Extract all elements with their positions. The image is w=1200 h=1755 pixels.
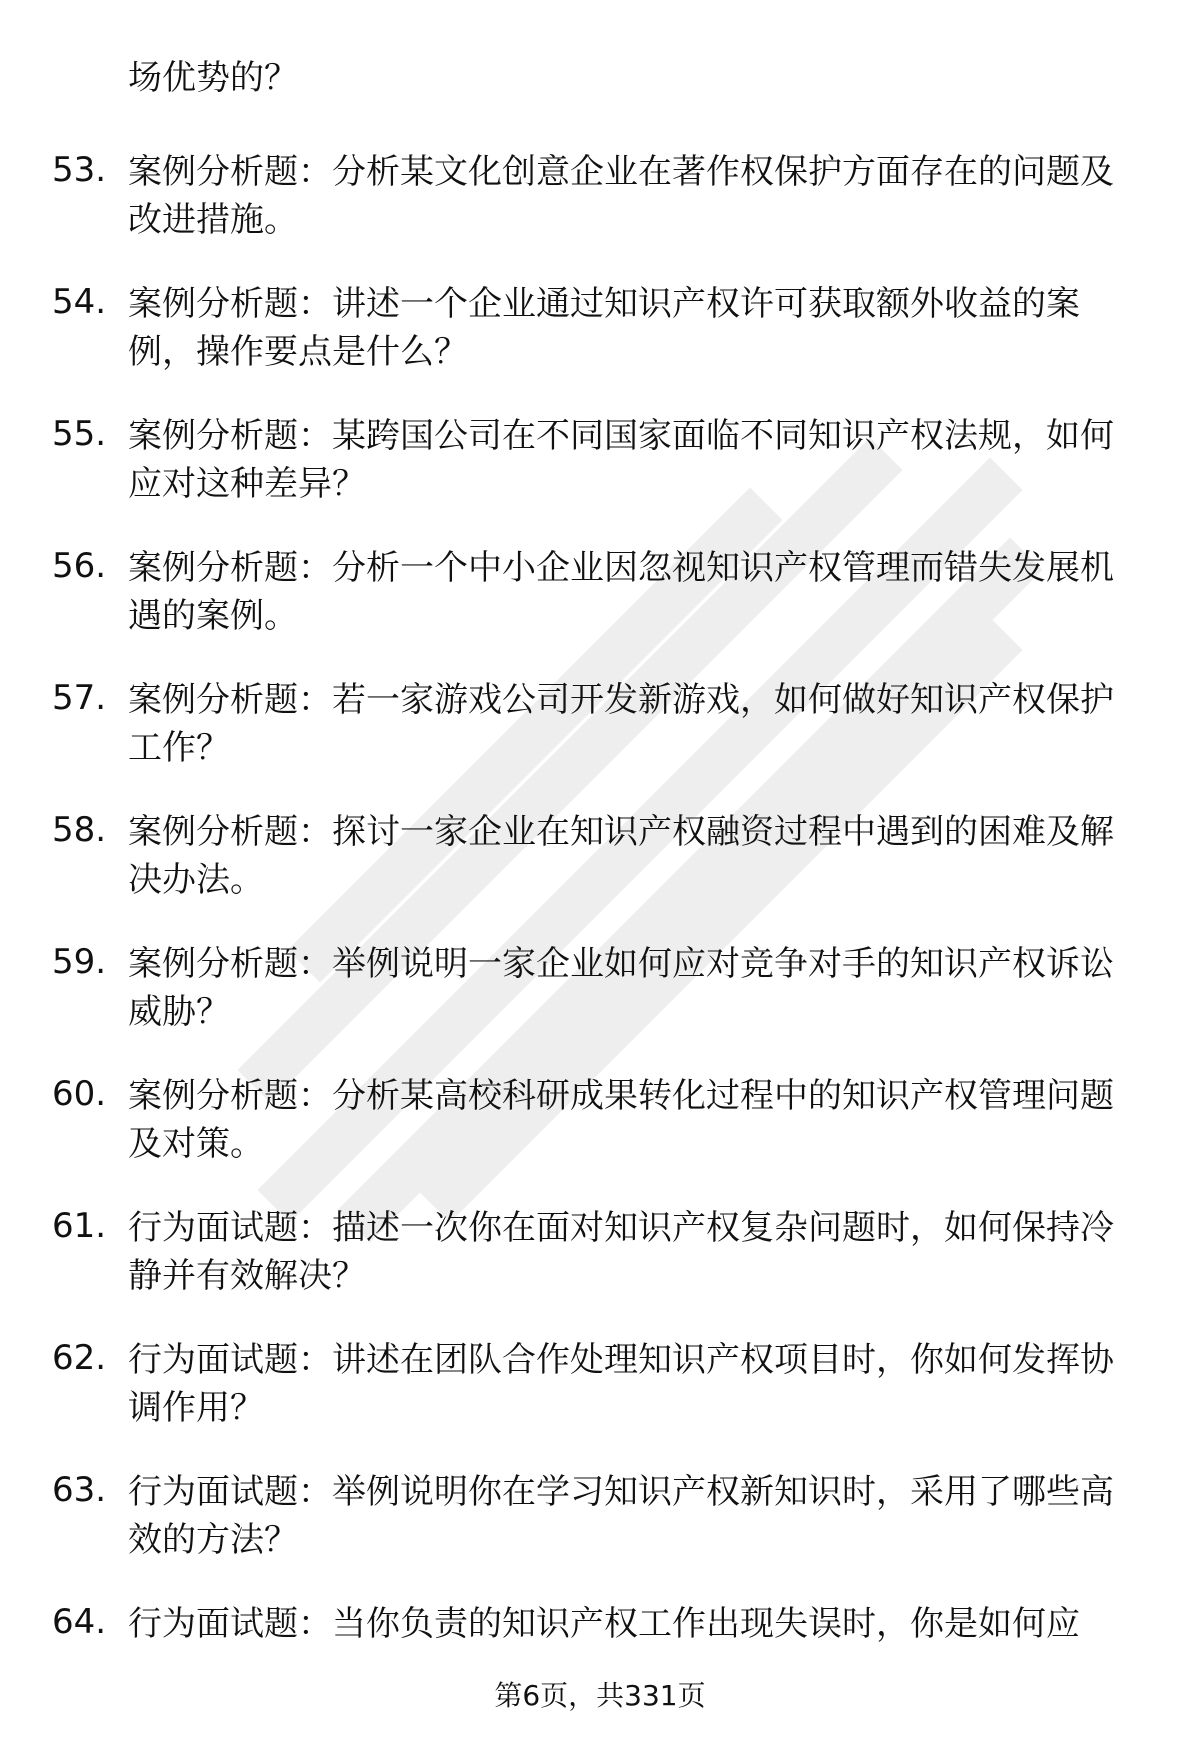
question-text: 案例分析题：分析某文化创意企业在著作权保护方面存在的问题及改进措施。 [128, 152, 1114, 240]
question-text: 案例分析题：分析一个中小企业因忽视知识产权管理而错失发展机遇的案例。 [128, 548, 1114, 636]
question-text: 案例分析题：分析某高校科研成果转化过程中的知识产权管理问题及对策。 [128, 1076, 1114, 1164]
question-text: 案例分析题：若一家游戏公司开发新游戏，如何做好知识产权保护工作？ [128, 680, 1114, 768]
question-number: 54. [52, 282, 107, 322]
question-item [0, 1064, 1200, 1196]
question-text: 案例分析题：某跨国公司在不同国家面临不同知识产权法规，如何应对这种差异？ [128, 416, 1114, 504]
question-item [0, 140, 1200, 272]
question-text: 案例分析题：讲述一个企业通过知识产权许可获取额外收益的案例，操作要点是什么？ [128, 284, 1080, 372]
question-text: 行为面试题：描述一次你在面对知识产权复杂问题时，如何保持冷静并有效解决？ [128, 1208, 1114, 1296]
question-number: 64. [52, 1602, 107, 1642]
question-number: 55. [52, 414, 107, 454]
question-text: 案例分析题：探讨一家企业在知识产权融资过程中遇到的困难及解决办法。 [128, 812, 1114, 900]
question-number: 58. [52, 810, 107, 850]
question-number: 56. [52, 546, 107, 586]
question-item [0, 1460, 1200, 1592]
question-number: 57. [52, 678, 107, 718]
question-number: 63. [52, 1470, 107, 1510]
question-text: 行为面试题：举例说明你在学习知识产权新知识时，采用了哪些高效的方法？ [128, 1472, 1114, 1560]
question-item [0, 1196, 1200, 1328]
page-number-footer: 第6页，共331页 [494, 1679, 706, 1712]
question-item [0, 404, 1200, 536]
question-number: 60. [52, 1074, 107, 1114]
question-number: 53. [52, 150, 107, 190]
question-text: 案例分析题：举例说明一家企业如何应对竞争对手的知识产权诉讼威胁？ [128, 944, 1114, 1032]
question-number: 59. [52, 942, 107, 982]
question-list [0, 140, 1200, 1724]
question-text: 行为面试题：当你负责的知识产权工作出现失误时，你是如何应 [128, 1604, 1080, 1644]
question-number: 61. [52, 1206, 107, 1246]
question-text: 行为面试题：讲述在团队合作处理知识产权项目时，你如何发挥协调作用？ [128, 1340, 1114, 1428]
question-item [0, 272, 1200, 404]
question-item [0, 800, 1200, 932]
question-item [0, 1328, 1200, 1460]
question-item [0, 668, 1200, 800]
question-number: 62. [52, 1338, 107, 1378]
continued-question-text: 场优势的？ [128, 58, 298, 98]
question-item [0, 932, 1200, 1064]
question-item [0, 536, 1200, 668]
